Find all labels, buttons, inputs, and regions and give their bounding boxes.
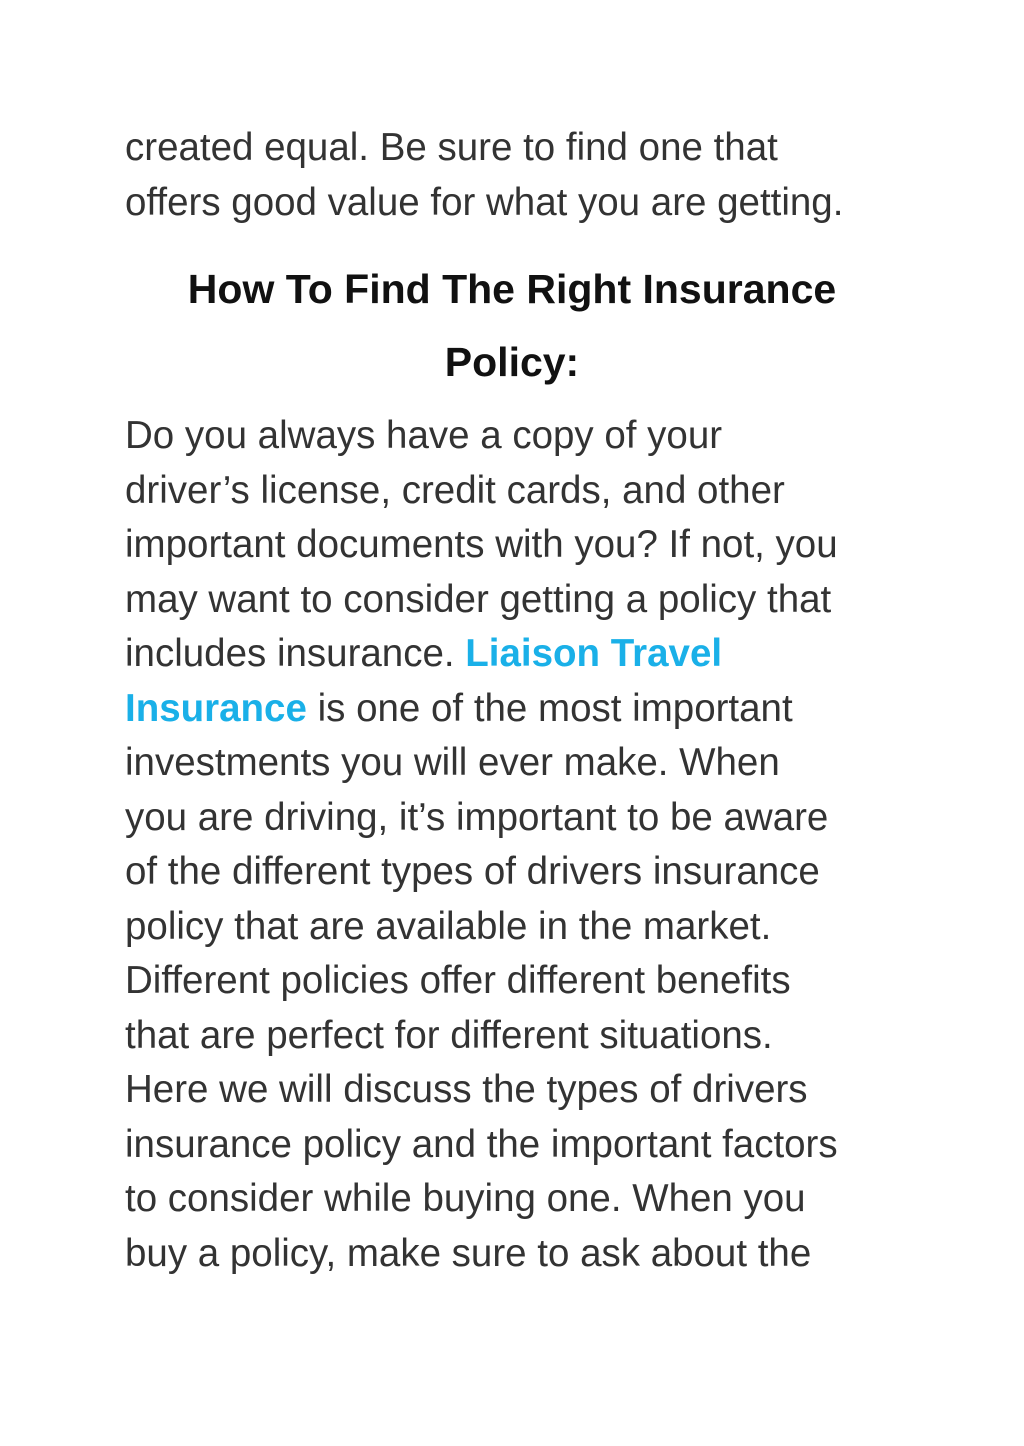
body-line <box>125 627 905 682</box>
body-line: buy a policy, make sure to ask about the <box>125 1231 812 1275</box>
body-paragraph <box>125 409 905 1281</box>
body-line: driver’s license, credit cards, and other <box>125 468 785 512</box>
section-heading <box>0 253 1024 399</box>
intro-line: created equal. Be sure to find one that <box>125 126 778 169</box>
intro-paragraph <box>125 121 905 230</box>
body-line: you are driving, it’s important to be aware <box>125 795 829 839</box>
heading-line: How To Find The Right Insurance <box>187 266 837 312</box>
body-line: Do you always have a copy of your <box>125 414 723 457</box>
body-line: that are perfect for different situations. <box>125 1013 773 1057</box>
body-line: Here we will discuss the types of drivers <box>125 1068 808 1111</box>
body-line <box>125 682 905 737</box>
body-line: Different policies offer different benefits <box>125 959 791 1002</box>
heading-line: Policy: <box>444 339 580 385</box>
insurance-link-continued[interactable]: Insurance <box>125 686 307 730</box>
body-line: important documents with you? If not, you <box>125 523 838 566</box>
body-line: policy that are available in the market. <box>125 904 772 948</box>
body-text-segment: includes insurance. <box>125 632 466 675</box>
body-line: of the different types of drivers insurance <box>125 850 820 893</box>
body-line: to consider while buying one. When you <box>125 1177 806 1220</box>
intro-line: offers good value for what you are getting. <box>125 180 844 224</box>
body-line: investments you will ever make. When <box>125 741 780 784</box>
body-text-segment: is one of the most important <box>306 686 793 730</box>
insurance-link[interactable]: Liaison Travel <box>465 632 723 675</box>
body-line: insurance policy and the important factors <box>125 1122 838 1166</box>
body-line: may want to consider getting a policy that <box>125 577 832 621</box>
